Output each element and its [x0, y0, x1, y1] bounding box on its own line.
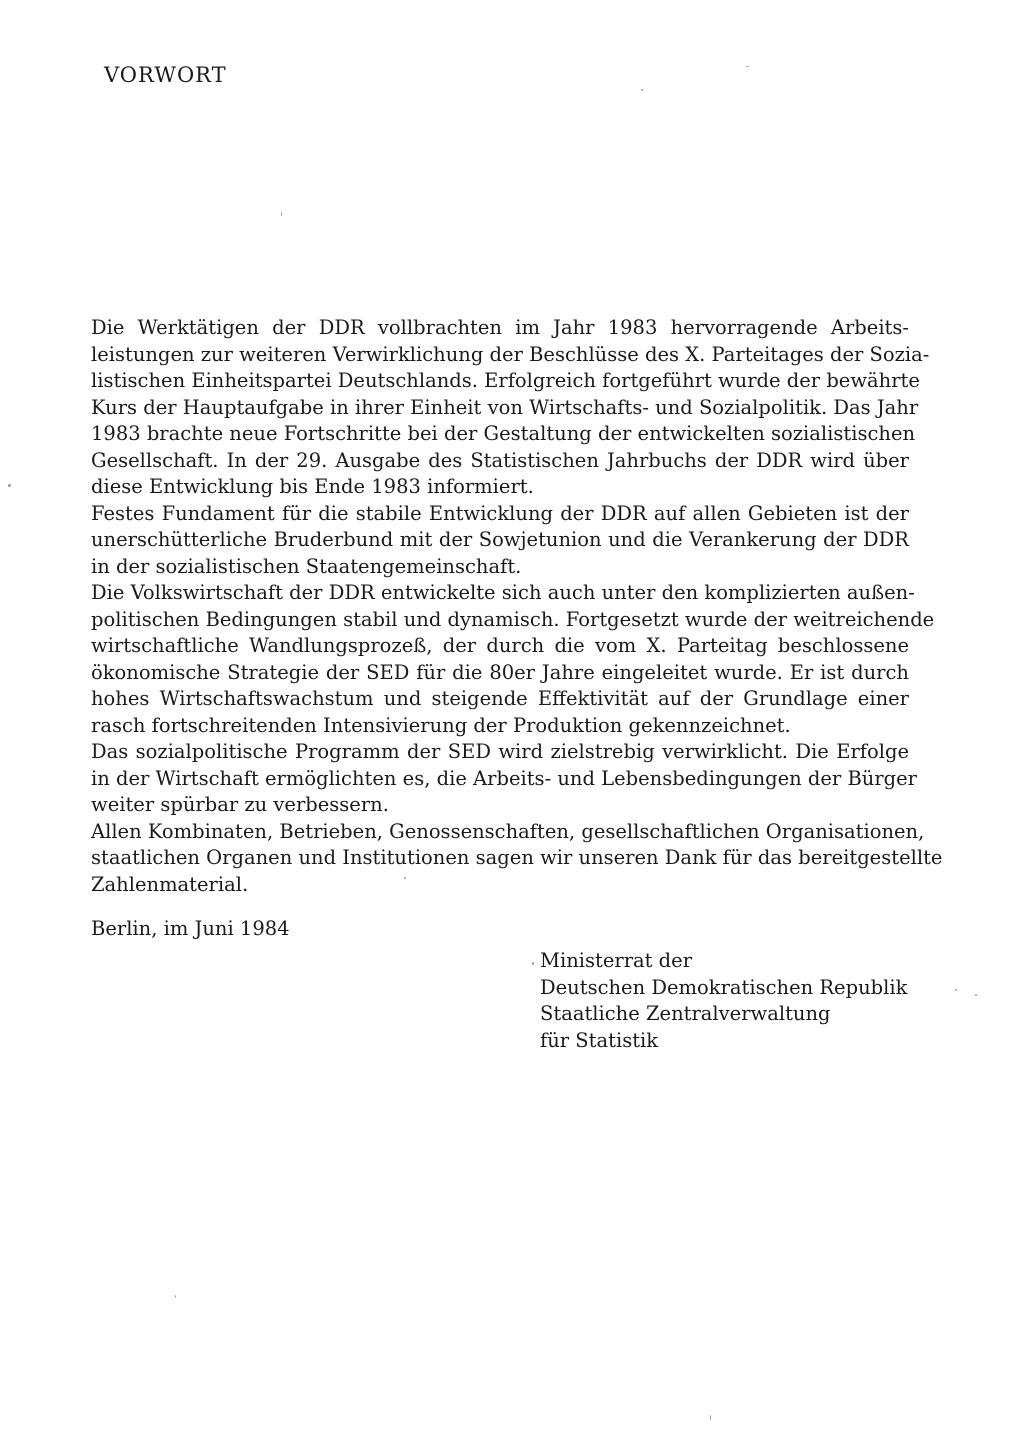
signature-line: Ministerrat der	[540, 949, 693, 972]
scan-speck	[955, 989, 957, 991]
text-line: in der sozialistischen Staatengemeinschaft.	[91, 554, 522, 578]
scan-speck	[975, 994, 977, 996]
signature-line: Deutschen Demokratischen Republik	[540, 975, 908, 999]
text-line: rasch fortschreitenden Intensivierung der Produktion gekennzeichnet.	[91, 713, 791, 737]
text-line: ökonomische Strategie der SED für die 80er Jahre eingeleitet wurde. Er ist durch	[91, 660, 909, 684]
scan-speck	[8, 484, 11, 487]
text-line: hohes Wirtschaftswachstum und steigende Effektivität auf der Grundlage einer	[91, 687, 909, 710]
scan-speck	[710, 1415, 711, 1420]
signature-block	[540, 948, 907, 1054]
scan-speck	[281, 212, 282, 216]
text-line: Das sozialpolitische Programm der SED wird zielstrebig verwirklicht. Die Erfolge	[91, 740, 909, 763]
text-line: listischen Einheitspartei Deutschlands. Erfolgreich fortgeführt wurde der bewährte	[91, 369, 920, 392]
closing-place-date: Berlin, im Juni 1984	[91, 917, 290, 940]
text-line: in der Wirtschaft ermöglichten es, die Arbeits- und Lebensbedingungen der Bürger	[91, 766, 918, 790]
signature-line: für Statistik	[540, 1028, 659, 1052]
text-line: Festes Fundament für die stabile Entwicklung der DDR auf allen Gebieten ist der	[91, 501, 909, 525]
text-line: Kurs der Hauptaufgabe in ihrer Einheit von Wirtschafts- und Sozialpolitik. Das Jahr	[91, 395, 919, 419]
text-line: wirtschaftliche Wandlungsprozeß, der durch die vom X. Parteitag beschlossene	[91, 634, 909, 657]
text-line: weiter spürbar zu verbessern.	[91, 793, 389, 816]
scan-speck	[404, 877, 406, 879]
document-heading: VORWORT	[104, 63, 227, 87]
paragraph	[91, 580, 935, 739]
text-line: Gesellschaft. In der 29. Ausgabe des Statistischen Jahrbuchs der DDR wird über	[91, 448, 909, 472]
scan-speck	[746, 66, 749, 67]
text-line: staatlichen Organen und Institutionen sagen wir unseren Dank für das bereitgestellte	[91, 846, 943, 869]
paragraph	[91, 315, 930, 501]
paragraph	[91, 819, 943, 899]
text-line: 1983 brachte neue Fortschritte bei der Gestaltung der entwickelten sozialistischen	[91, 422, 916, 445]
text-line: Die Werktätigen der DDR vollbrachten im Jahr 1983 hervorragende Arbeits-	[91, 316, 909, 339]
text-line: leistungen zur weiteren Verwirklichung der Beschlüsse des X. Parteitages der Sozia-	[91, 342, 930, 366]
paragraph	[91, 739, 918, 819]
document-body	[91, 315, 943, 898]
scan-speck	[532, 962, 534, 965]
text-line: Die Volkswirtschaft der DDR entwickelte sich auch unter den komplizierten außen-	[91, 581, 915, 604]
signature-line: Staatliche Zentralverwaltung	[540, 1002, 831, 1025]
text-line: politischen Bedingungen stabil und dynamisch. Fortgesetzt wurde der weitreichende	[91, 607, 935, 631]
scan-speck	[641, 89, 643, 91]
text-line: unerschütterliche Bruderbund mit der Sowjetunion und die Verankerung der DDR	[91, 528, 909, 551]
text-line: Zahlenmaterial.	[91, 872, 249, 896]
text-line: diese Entwicklung bis Ende 1983 informiert.	[91, 475, 534, 498]
scan-speck	[175, 1295, 176, 1298]
paragraph	[91, 501, 909, 581]
text-line: Allen Kombinaten, Betrieben, Genossenschaften, gesellschaftlichen Organisationen,	[91, 819, 925, 843]
